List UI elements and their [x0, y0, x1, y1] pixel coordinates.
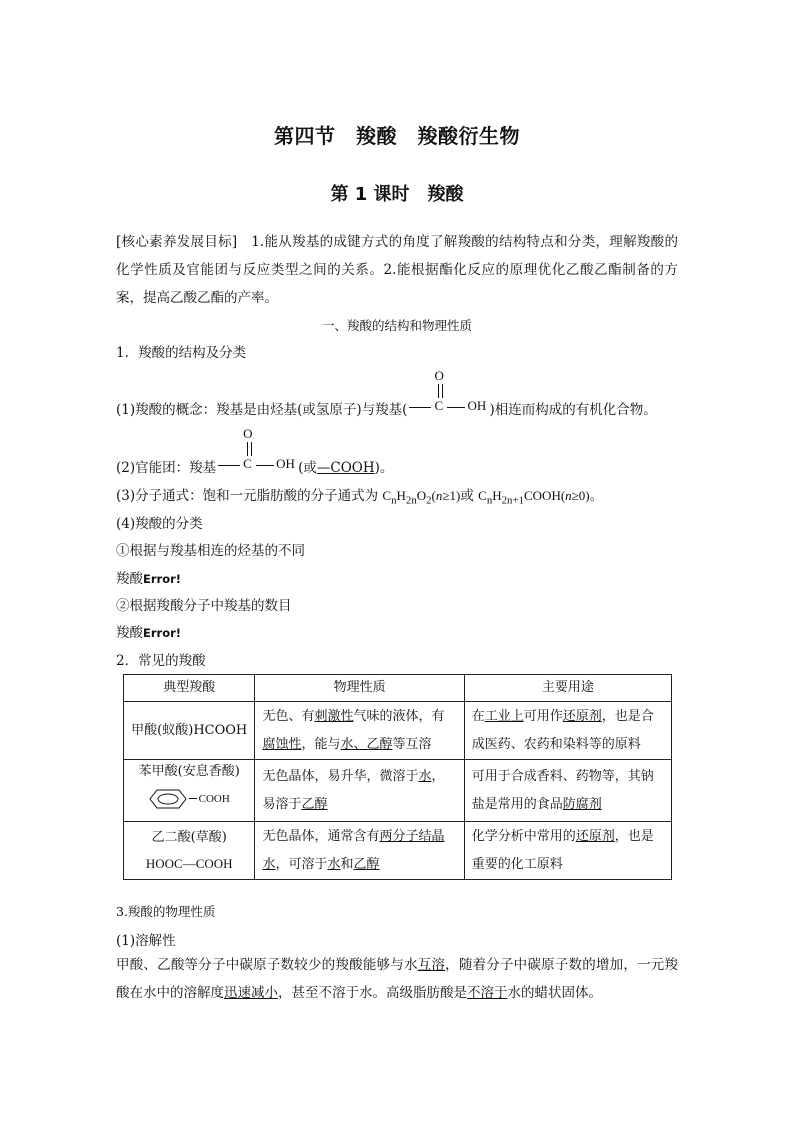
goals-text: 1.能从羧基的成键方式的角度了解羧酸的结构特点和分类，理解羧酸的化学性质及官能团与反应类型之间的关系。2.能根据酯化反应的原理优化乙酸乙酯制备的方案，提高乙酸乙酯的产率。 [116, 234, 678, 306]
lesson-subtitle: 第 1 课时 羧酸 [330, 184, 464, 205]
benzoic-acid-structure [149, 785, 230, 813]
section-heading-structure: 一、羧酸的结构和物理性质 [321, 318, 472, 333]
table-header: 物理性质 [255, 675, 464, 702]
bond [189, 798, 197, 799]
group-cooh-answer: —COOH [316, 460, 375, 476]
error-line-1 [116, 567, 181, 587]
subheading-structure-classification: 1．羧酸的结构及分类 [116, 345, 247, 361]
error-placeholder: Error! [143, 626, 182, 640]
table-header: 典型羧酸 [124, 675, 255, 702]
formula-text-mid: 或 [460, 488, 479, 504]
double-bond [438, 384, 443, 398]
acid-name [124, 822, 255, 880]
acid-properties: 无色晶体，通常含有两分子结晶水，可溶于水和乙醇 [255, 822, 464, 880]
table-row [124, 822, 672, 880]
error-label: 羧酸 [116, 571, 143, 587]
single-bond [256, 465, 274, 466]
error-placeholder: Error! [143, 572, 182, 586]
subheading-physical-properties: 3.羧酸的物理性质 [116, 904, 216, 919]
functional-group-line [116, 426, 394, 476]
group-text-mid: (或 [298, 460, 317, 476]
error-label: 羧酸 [116, 625, 143, 641]
carboxyl-label: COOH [198, 792, 230, 805]
carbonyl-oxygen: O [243, 426, 253, 441]
concept-text-start: (1)羧酸的概念：羧基是由烃基(或氢原子)与羧基( [116, 402, 408, 418]
formula-text-start: (3)分子通式：饱和一元脂肪酸的分子通式为 [116, 488, 383, 504]
acid-properties: 无色晶体，易升华，微溶于水，易溶于乙醇 [255, 760, 464, 822]
error-line-2 [116, 621, 181, 641]
page-title: 第四节 羧酸 羧酸衍生物 [274, 124, 520, 148]
table-header-row [124, 675, 672, 702]
formula-saturated-acid: $C_nH_{2n}O_2(n\ge 1)$ [382, 488, 461, 507]
acid-name-text: 苯甲酸(安息香酸) [138, 763, 240, 779]
carboxyl-structure-formula [407, 368, 489, 414]
classify-by-count: ②根据羧酸分子中羧基的数目 [116, 598, 292, 614]
classify-by-hydrocarbon: ①根据与羧基相连的烃基的不同 [116, 543, 305, 559]
acid-name [124, 760, 255, 822]
acid-uses: 化学分析中常用的还原剂，也是重要的化工原料 [464, 822, 671, 880]
goals-tag: [核心素养发展目标] [116, 234, 238, 250]
formula-monocarboxylic-acid: $C_nH_{2n+1}COOH(n\ge 0)$ [478, 488, 590, 507]
double-bond [247, 442, 252, 456]
subheading-common-acids: 2．常见的羧酸 [116, 653, 206, 669]
table-row [124, 702, 672, 760]
carbon-atom: C [243, 456, 252, 471]
group-text-end: )。 [374, 460, 394, 476]
concept-text-end: )相连而构成的有机化合物。 [489, 402, 657, 418]
oxalic-acid-formula: HOOC—COOH [145, 855, 233, 871]
hydroxyl: OH [467, 398, 487, 413]
formula-text-end: 。 [589, 488, 604, 504]
table-row [124, 760, 672, 822]
single-bond [409, 407, 431, 408]
acid-uses: 可用于合成香料、药物等，其钠盐是常用的食品防腐剂 [464, 760, 671, 822]
solubility-paragraph: 甲酸、乙酸等分子中碳原子数较少的羧酸能够与水互溶，随着分子中碳原子数的增加，一元羧酸在水中的溶解度迅速减小，甚至不溶于水。高级脂肪酸是不溶于水的蜡状固体。 [116, 957, 679, 1001]
classification-heading: (4)羧酸的分类 [116, 516, 203, 532]
acid-name-text: 乙二酸(草酸) [151, 829, 227, 845]
learning-goals [116, 228, 678, 312]
hydroxyl: OH [276, 456, 295, 471]
general-formula-line [116, 484, 603, 507]
carbon-atom: C [434, 398, 444, 413]
benzene-ring-icon [149, 788, 187, 810]
concept-line [116, 368, 657, 418]
acid-properties: 无色、有刺激性气味的液体，有腐蚀性，能与水、乙醇等互溶 [255, 702, 464, 760]
single-bond [218, 465, 240, 466]
common-acids-table [123, 674, 672, 880]
single-bond [447, 407, 465, 408]
carboxyl-structure-formula [216, 426, 298, 472]
solubility-heading: (1)溶解性 [116, 933, 176, 949]
table-header: 主要用途 [464, 675, 671, 702]
acid-uses: 在工业上可用作还原剂，也是合成医药、农药和染料等的原料 [464, 702, 671, 760]
carbonyl-oxygen: O [434, 368, 444, 383]
acid-name: 甲酸(蚁酸)HCOOH [124, 702, 255, 760]
group-text-start: (2)官能团：羧基 [116, 460, 217, 476]
